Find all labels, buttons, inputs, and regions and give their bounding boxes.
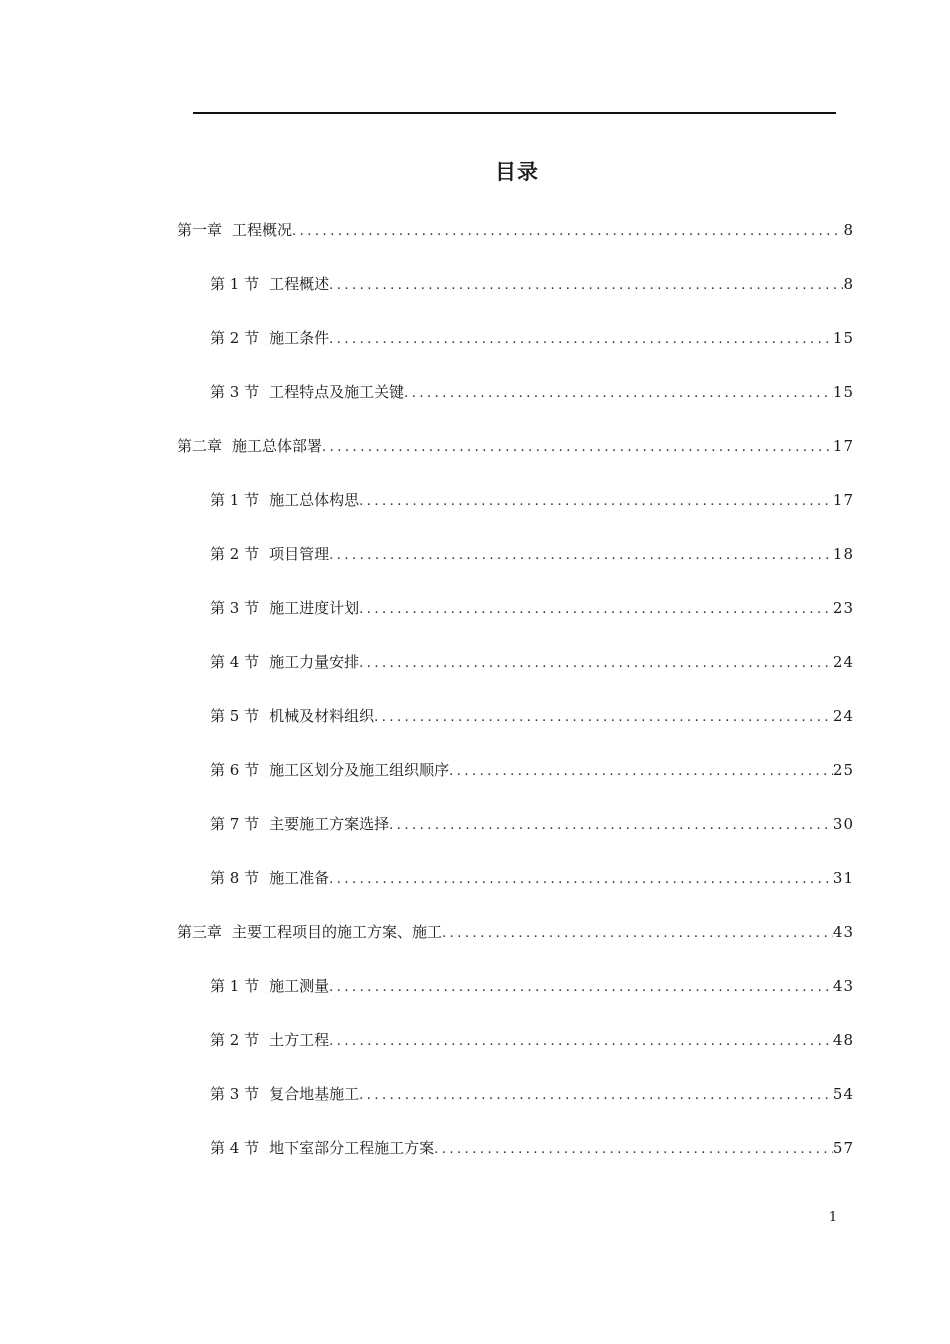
- toc-entry-page: 30: [832, 815, 854, 833]
- toc-entry-page: 8: [843, 221, 854, 239]
- toc-section-entry[interactable]: [210, 272, 854, 296]
- toc-entry-page: 23: [832, 599, 854, 617]
- toc-entry-label: [177, 434, 322, 458]
- toc-section-entry[interactable]: [210, 1136, 854, 1160]
- toc-chapter-entry[interactable]: [177, 218, 854, 242]
- toc-section-entry[interactable]: [210, 974, 854, 998]
- toc-entry-text: 复合地基施工: [269, 1085, 360, 1103]
- toc-entry-label: [210, 326, 329, 350]
- toc-entry-label: [210, 1028, 329, 1052]
- dot-leader: [442, 922, 833, 946]
- toc-entry-page: 17: [832, 491, 854, 509]
- dot-leader: [389, 814, 833, 838]
- toc-section-entry[interactable]: [210, 488, 854, 512]
- toc-section-entry[interactable]: [210, 380, 854, 404]
- toc-entry-page: 43: [832, 923, 854, 941]
- dot-leader: [329, 274, 843, 298]
- toc-entry-text: 机械及材料组织: [269, 707, 375, 725]
- page-number: 1: [828, 1210, 838, 1225]
- toc-chapter-entry[interactable]: [177, 434, 854, 458]
- toc-entry-number: 第 3 节: [210, 383, 260, 401]
- dot-leader: [329, 328, 833, 352]
- toc-entry-text: 施工测量: [269, 977, 330, 995]
- toc-entry-label: [210, 542, 329, 566]
- toc-section-entry[interactable]: [210, 1082, 854, 1106]
- toc-section-entry[interactable]: [210, 650, 854, 674]
- toc-entry-page: 57: [832, 1139, 854, 1157]
- toc-chapter-entry[interactable]: [177, 920, 854, 944]
- toc-entry-page: 25: [832, 761, 854, 779]
- toc-entry-label: [177, 920, 442, 944]
- toc-entry-label: [210, 704, 374, 728]
- dot-leader: [374, 706, 833, 730]
- toc-entry-number: 第二章: [177, 437, 223, 455]
- dot-leader: [329, 868, 833, 892]
- toc-entry-number: 第 2 节: [210, 329, 260, 347]
- toc-entry-label: [210, 488, 359, 512]
- toc-entry-text: 施工准备: [269, 869, 330, 887]
- toc-section-entry[interactable]: [210, 326, 854, 350]
- toc-entry-number: 第 8 节: [210, 869, 260, 887]
- dot-leader: [434, 1138, 833, 1162]
- toc-entry-text: 主要施工方案选择: [269, 815, 390, 833]
- dot-leader: [359, 652, 833, 676]
- toc-entry-text: 工程概况: [232, 221, 293, 239]
- dot-leader: [359, 1084, 833, 1108]
- toc-entry-text: 施工区划分及施工组织顺序: [269, 761, 450, 779]
- toc-entry-number: 第 1 节: [210, 275, 260, 293]
- toc-entry-page: 24: [832, 653, 854, 671]
- toc-entry-text: 工程概述: [269, 275, 330, 293]
- toc-entry-label: [210, 1082, 359, 1106]
- toc-entry-text: 项目管理: [269, 545, 330, 563]
- toc-entry-text: 主要工程项目的施工方案、施工: [232, 923, 443, 941]
- toc-entry-number: 第一章: [177, 221, 223, 239]
- toc-entry-number: 第 5 节: [210, 707, 260, 725]
- toc-entry-number: 第 3 节: [210, 599, 260, 617]
- toc-entry-page: 48: [832, 1031, 854, 1049]
- toc-entry-number: 第 7 节: [210, 815, 260, 833]
- toc-entry-number: 第 3 节: [210, 1085, 260, 1103]
- toc-entry-label: [210, 812, 389, 836]
- toc-entry-text: 土方工程: [269, 1031, 330, 1049]
- toc-section-entry[interactable]: [210, 704, 854, 728]
- toc-entry-label: [210, 272, 329, 296]
- toc-entry-label: [210, 1136, 434, 1160]
- toc-entry-label: [177, 218, 292, 242]
- toc-entry-text: 施工总体构思: [269, 491, 360, 509]
- dot-leader: [359, 490, 833, 514]
- dot-leader: [322, 436, 833, 460]
- toc-section-entry[interactable]: [210, 866, 854, 890]
- toc-entry-text: 施工总体部署: [232, 437, 323, 455]
- toc-entry-number: 第 2 节: [210, 1031, 260, 1049]
- toc-entry-label: [210, 974, 329, 998]
- toc-entry-page: 8: [843, 275, 854, 293]
- toc-entry-page: 31: [832, 869, 854, 887]
- toc-entry-number: 第 1 节: [210, 491, 260, 509]
- toc-entry-page: 54: [832, 1085, 854, 1103]
- toc-entry-number: 第 6 节: [210, 761, 260, 779]
- dot-leader: [329, 976, 833, 1000]
- toc-entry-text: 施工进度计划: [269, 599, 360, 617]
- toc-entry-page: 24: [832, 707, 854, 725]
- dot-leader: [329, 1030, 833, 1054]
- toc-section-entry[interactable]: [210, 1028, 854, 1052]
- toc-entry-number: 第 1 节: [210, 977, 260, 995]
- toc-entry-page: 18: [832, 545, 854, 563]
- toc-entry-label: [210, 380, 404, 404]
- toc-entry-page: 43: [832, 977, 854, 995]
- dot-leader: [404, 382, 833, 406]
- toc-section-entry[interactable]: [210, 812, 854, 836]
- toc-entry-label: [210, 650, 359, 674]
- toc-entry-number: 第 2 节: [210, 545, 260, 563]
- toc-section-entry[interactable]: [210, 542, 854, 566]
- toc-section-entry[interactable]: [210, 596, 854, 620]
- dot-leader: [449, 760, 833, 784]
- dot-leader: [329, 544, 833, 568]
- toc-section-entry[interactable]: [210, 758, 854, 782]
- toc-entry-label: [210, 758, 449, 782]
- toc-entry-text: 工程特点及施工关键: [269, 383, 405, 401]
- dot-leader: [292, 220, 843, 244]
- toc-entry-number: 第 4 节: [210, 1139, 260, 1157]
- toc-entry-number: 第三章: [177, 923, 223, 941]
- toc-entry-page: 17: [832, 437, 854, 455]
- toc-entry-text: 地下室部分工程施工方案: [269, 1139, 435, 1157]
- toc-title: 目录: [495, 160, 539, 184]
- toc-entry-text: 施工条件: [269, 329, 330, 347]
- toc-entry-text: 施工力量安排: [269, 653, 360, 671]
- dot-leader: [359, 598, 833, 622]
- toc-entry-page: 15: [832, 383, 854, 401]
- toc-entry-page: 15: [832, 329, 854, 347]
- toc-entry-label: [210, 596, 359, 620]
- toc-entry-number: 第 4 节: [210, 653, 260, 671]
- toc-entry-label: [210, 866, 329, 890]
